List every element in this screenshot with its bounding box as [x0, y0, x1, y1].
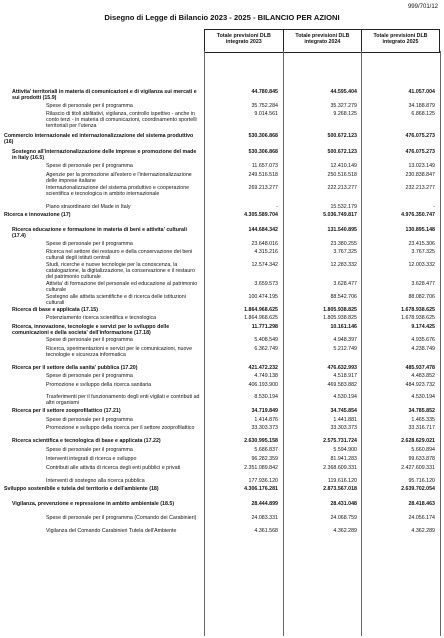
value-2025: 34.785.852 — [408, 408, 435, 414]
value-2025: 1.465.335 — [411, 417, 435, 423]
value-2024: 3.628.477 — [333, 281, 357, 287]
value-2023: 249.516.518 — [248, 172, 278, 178]
value-2023: 177.936.120 — [248, 478, 278, 484]
value-2023: 5.686.837 — [254, 447, 278, 453]
value-2024: 12.283.332 — [330, 262, 357, 268]
value-2023: 1.414.876 — [254, 417, 278, 423]
row-label: Trasferimenti per il funzionamento degli enti vigilati e contributi ad altri organismi — [46, 394, 200, 407]
value-2023: 1.864.968.625 — [244, 315, 278, 321]
value-2024: 12.410.149 — [330, 163, 357, 169]
row-label: Attivita' territoriali in materia di comunicazioni e di vigilanza sui mercati e sui prodotti (15.9) — [12, 89, 197, 102]
value-2024: 4.362.289 — [333, 528, 357, 534]
value-2024: 4.530.194 — [333, 394, 357, 400]
page-title: Disegno di Legge di Bilancio 2023 - 2025 - BILANCIO PER AZIONI — [104, 13, 340, 22]
value-2024: 2.575.731.724 — [323, 438, 357, 444]
value-2024: 34.745.854 — [330, 408, 357, 414]
value-2023: 96.282.359 — [251, 456, 278, 462]
value-2023: 2.351.089.842 — [244, 465, 278, 471]
value-2023: 44.780.845 — [251, 89, 278, 95]
value-2024: 469.583.882 — [327, 382, 357, 388]
value-2023: 406.193.900 — [248, 382, 278, 388]
value-2024: 2.368.609.331 — [323, 465, 357, 471]
value-2025: 130.895.148 — [405, 227, 435, 233]
row-label: Vigilanza del Comando Carabinieri Tutela dell'Ambiente — [46, 528, 177, 534]
document-code: 999/701/12 — [407, 4, 438, 10]
value-2023: 4.749.138 — [254, 373, 278, 379]
value-2023: 4.306.176.281 — [244, 486, 278, 492]
row-label: Spese di personale per il programma — [46, 163, 133, 169]
value-2025: 12.003.332 — [408, 262, 435, 268]
value-2025: 34.188.879 — [408, 103, 435, 109]
value-2025: 4.483.852 — [411, 373, 435, 379]
row-label: Interventi di sostegno alla ricerca pubblica — [46, 478, 145, 484]
value-2025: 5.660.894 — [411, 447, 435, 453]
row-label: Spese di personale per il programma — [46, 447, 133, 453]
value-2023: - — [276, 204, 278, 210]
value-2023: 6.362.749 — [254, 346, 278, 352]
value-2024: 1.805.938.825 — [323, 307, 357, 313]
row-label: Attivita' di formazione del personale ed educazione al patrimonio culturale — [46, 281, 198, 294]
value-2023: 144.684.342 — [248, 227, 278, 233]
value-2025: 9.174.425 — [411, 324, 435, 330]
value-2024: 24.068.759 — [330, 515, 357, 521]
value-2025: 484.923.732 — [405, 382, 435, 388]
row-label: Ricerca, innovazione, tecnologie e servizi per lo sviluppo delle comunicazioni e della societa' dell'informazione (17.18) — [12, 324, 170, 337]
row-label: Spese di personale per il programma — [46, 241, 133, 247]
value-2024: 81.941.283 — [330, 456, 357, 462]
value-2024: 1.441.881 — [333, 417, 357, 423]
value-2025: 4.935.676 — [411, 337, 435, 343]
row-label: Spese di personale per il programma — [46, 373, 133, 379]
row-label: Ricerca scientifica e tecnologica di base e applicata (17.22) — [12, 438, 161, 444]
value-2023: 4.305.589.704 — [244, 212, 278, 218]
value-2025: 2.427.609.331 — [401, 465, 435, 471]
row-label: Spese di personale per il programma — [46, 103, 133, 109]
value-2025: 4.362.289 — [411, 528, 435, 534]
value-2024: 1.805.938.825 — [323, 315, 357, 321]
value-2023: 530.306.868 — [248, 149, 278, 155]
value-2025: 88.082.706 — [408, 294, 435, 300]
row-label: Spese di personale per il programma — [46, 417, 133, 423]
row-label: Spese di personale per il programma (Comando dei Carabinieri) — [46, 515, 197, 521]
value-2023: 2.630.995.158 — [244, 438, 278, 444]
value-2023: 12.574.342 — [251, 262, 278, 268]
value-2023: 530.306.868 — [248, 133, 278, 139]
value-2024: 250.516.518 — [327, 172, 357, 178]
value-2025: 3.767.325 — [411, 249, 435, 255]
value-2024: 500.672.123 — [327, 133, 357, 139]
value-2024: 35.327.279 — [330, 103, 357, 109]
value-2025: 3.628.477 — [411, 281, 435, 287]
row-label: Sostegno all'internazionalizzazione delle imprese e promozione del made in Italy (16.5) — [12, 149, 197, 162]
value-2024: 4.948.397 — [333, 337, 357, 343]
value-2024: 222.213.277 — [327, 185, 357, 191]
column-header-2024: Totale previsioni DLB integrato 2024 — [283, 30, 362, 52]
value-2023: 11.771.298 — [251, 324, 278, 330]
column-header-2023: Totale previsioni DLB integrato 2023 — [204, 30, 283, 52]
value-2025: 4.238.749 — [411, 346, 435, 352]
value-2024: 9.268.125 — [333, 111, 357, 117]
row-label: Promozione e sviluppo della ricerca per il settore zooprofilattico — [46, 425, 195, 431]
row-label: Ricerca e innovazione (17) — [4, 212, 71, 218]
value-2025: 95.716.120 — [408, 478, 435, 484]
row-label: Sostegno alle attivita scientifiche e di ricerca delle istituzioni culturali — [46, 294, 186, 307]
value-2025: - — [433, 204, 435, 210]
value-2023: 23.648.016 — [251, 241, 278, 247]
value-2025: 232.213.277 — [405, 185, 435, 191]
row-label: Ricerca per il settore zooprofilattico (17.21) — [12, 408, 121, 414]
value-2023: 4.315.216 — [254, 249, 278, 255]
value-2024: 500.672.123 — [327, 149, 357, 155]
value-2023: 3.659.573 — [254, 281, 278, 287]
value-2025: 2.628.629.021 — [401, 438, 435, 444]
value-2024: 4.518.917 — [333, 373, 357, 379]
value-2023: 11.657.073 — [251, 163, 278, 169]
value-2024: 476.632.993 — [327, 365, 357, 371]
value-2025: 24.056.174 — [408, 515, 435, 521]
value-2025: 41.057.004 — [408, 89, 435, 95]
value-2025: 4.530.194 — [411, 394, 435, 400]
value-2024: 28.431.048 — [330, 501, 357, 507]
value-2025: 2.639.702.054 — [401, 486, 435, 492]
column-divider — [440, 51, 441, 636]
value-2025: 33.316.717 — [408, 425, 435, 431]
value-2025: 28.418.463 — [408, 501, 435, 507]
row-label: Vigilanza, prevenzione e repressione in ambito ambientale (18.5) — [12, 501, 175, 507]
value-2023: 8.530.194 — [254, 394, 278, 400]
row-label: Agenzie per la promozione all'estero e l'internazionalizzazione delle imprese italiane — [46, 172, 192, 185]
row-label: Ricerca per il settore della sanita' pubblica (17.20) — [12, 365, 138, 371]
row-label: Ricerca di base e applicata (17.15) — [12, 307, 98, 313]
value-2025: 4.976.350.747 — [401, 212, 435, 218]
value-2025: 13.023.149 — [408, 163, 435, 169]
row-label: Promozione e sviluppo della ricerca sanitaria — [46, 382, 152, 388]
value-2023: 34.719.849 — [251, 408, 278, 414]
value-2024: 5.212.749 — [333, 346, 357, 352]
row-label: Sviluppo sostenibile e tutela del territorio e dell'ambiente (18) — [4, 486, 159, 492]
row-label: Ricerca educazione e formazione in materia di beni e attivita' culturali (17.4) — [12, 227, 187, 240]
row-label: Studi, ricerche e nuove tecnologie per la conoscenza, la catalogazione, la digitalizzazione, la conservazione e il restauro del patrimonio culturale — [46, 262, 195, 281]
row-label: Commercio internazionale ed internazionalizzazione del sistema produttivo (16) — [4, 133, 194, 146]
value-2025: 99.633.878 — [408, 456, 435, 462]
row-label: Potenziamento ricerca scientifica e tecnologica — [46, 315, 157, 321]
value-2023: 9.014.561 — [254, 111, 278, 117]
row-label: Contributi alle attivita di ricerca degli enti pubblici e privati — [46, 465, 181, 471]
value-2024: 44.595.404 — [330, 89, 357, 95]
row-label: Rilascio di titoli abilitativi, vigilanza, controllo ispettivo - anche in conto terzi - in materia di comunicazioni, coordinamento sportelli territoriali per l'utenza — [46, 111, 197, 130]
value-2023: 4.361.568 — [254, 528, 278, 534]
row-label: Ricerca nel settore dei restauro e della conservazione dei beni culturali degli istituti centrali — [46, 249, 193, 262]
value-2025: 23.415.306 — [408, 241, 435, 247]
value-2024: 2.873.567.018 — [323, 486, 357, 492]
value-2024: 33.303.373 — [330, 425, 357, 431]
value-2023: 269.213.277 — [248, 185, 278, 191]
value-2023: 421.472.232 — [248, 365, 278, 371]
value-2025: 6.868.125 — [411, 111, 435, 117]
value-2024: 15.532.179 — [330, 204, 357, 210]
column-headers — [204, 29, 440, 53]
value-2023: 24.083.331 — [251, 515, 278, 521]
value-2024: 5.036.749.817 — [323, 212, 357, 218]
value-2023: 1.864.968.625 — [244, 307, 278, 313]
row-label: Interventi integrati di ricerca e sviluppo — [46, 456, 137, 462]
value-2024: 88.542.706 — [330, 294, 357, 300]
value-2024: 3.767.325 — [333, 249, 357, 255]
value-2024: 10.161.146 — [330, 324, 357, 330]
value-2025: 485.937.478 — [405, 365, 435, 371]
value-2025: 476.075.273 — [405, 149, 435, 155]
value-2023: 100.474.195 — [248, 294, 278, 300]
value-2025: 1.678.938.625 — [401, 307, 435, 313]
column-header-2025: Totale previsioni DLB integrato 2025 — [361, 30, 440, 52]
row-label: Internazionalizzazione del sistema produttivo e cooperazione scientifica e tecnologica in ambito internazionale — [46, 185, 190, 198]
row-label: Piano straordinario del Made in Italy — [46, 204, 131, 210]
value-2023: 5.408.549 — [254, 337, 278, 343]
value-2023: 33.303.373 — [251, 425, 278, 431]
value-2024: 23.380.255 — [330, 241, 357, 247]
value-2024: 131.540.895 — [327, 227, 357, 233]
value-2023: 28.444.899 — [251, 501, 278, 507]
row-label: Ricerca, sperimentazioni e servizi per le comunicazioni, nuove tecnologie e sicurezza informatica — [46, 346, 193, 359]
value-2025: 1.678.938.625 — [401, 315, 435, 321]
value-2024: 5.594.900 — [333, 447, 357, 453]
value-2025: 476.075.273 — [405, 133, 435, 139]
row-label: Spese di personale per il programma — [46, 337, 133, 343]
value-2023: 35.752.284 — [251, 103, 278, 109]
value-2025: 230.838.847 — [405, 172, 435, 178]
value-2024: 119.616.120 — [327, 478, 357, 484]
